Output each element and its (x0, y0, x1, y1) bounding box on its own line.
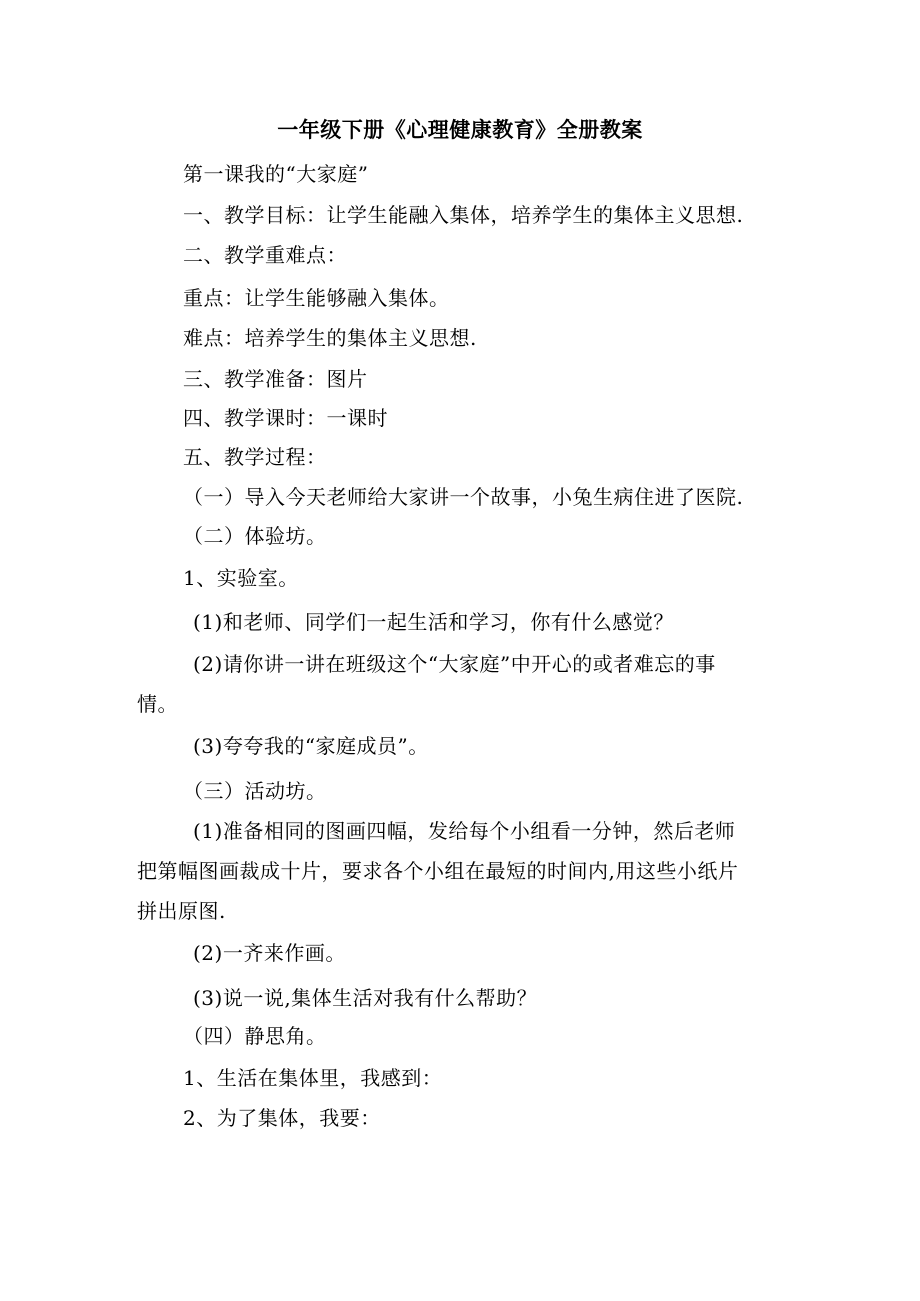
teaching-goal: 一、教学目标：让学生能融入集体，培养学生的集体主义思想. (183, 203, 744, 227)
activity-1: (1)准备相同的图画四幅，发给每个小组看一分钟，然后老师 (193, 819, 736, 843)
section-experience: （二）体验坊。 (183, 524, 327, 548)
teaching-preparation: 三、教学准备：图片 (183, 367, 368, 391)
key-point: 重点：让学生能够融入集体。 (183, 286, 450, 310)
section-intro: （一）导入今天老师给大家讲一个故事，小兔生病住进了医院. (183, 485, 744, 509)
teaching-hours: 四、教学课时：一课时 (183, 406, 388, 430)
activity-2: (2)一齐来作画。 (193, 941, 346, 965)
question-2: (2)请你讲一讲在班级这个“大家庭”中开心的或者难忘的事 (193, 652, 716, 676)
reflection-2: 2、为了集体，我要： (183, 1106, 381, 1130)
question-2-continued: 情。 (137, 692, 178, 716)
question-1: (1)和老师、同学们一起生活和学习，你有什么感觉？ (193, 610, 674, 634)
difficulty-point: 难点：培养学生的集体主义思想. (183, 326, 477, 350)
lab-heading: 1、实验室。 (183, 566, 299, 590)
document-title: 一年级下册《心理健康教育》全册教案 (277, 117, 643, 142)
lesson-title: 第一课我的“大家庭” (183, 162, 369, 186)
key-difficulty-heading: 二、教学重难点： (183, 243, 347, 267)
question-3: (3)夸夸我的“家庭成员”。 (193, 734, 429, 758)
activity-1-continued: 把第幅图画裁成十片，要求各个小组在最短的时间内,用这些小纸片 (137, 859, 739, 883)
section-activity: （三）活动坊。 (183, 779, 327, 803)
teaching-process-heading: 五、教学过程： (183, 445, 327, 469)
section-reflection: （四）静思角。 (183, 1024, 327, 1048)
reflection-1: 1、生活在集体里，我感到： (183, 1066, 443, 1090)
activity-3: (3)说一说,集体生活对我有什么帮助？ (193, 986, 538, 1010)
activity-1-end: 拼出原图. (137, 899, 226, 923)
